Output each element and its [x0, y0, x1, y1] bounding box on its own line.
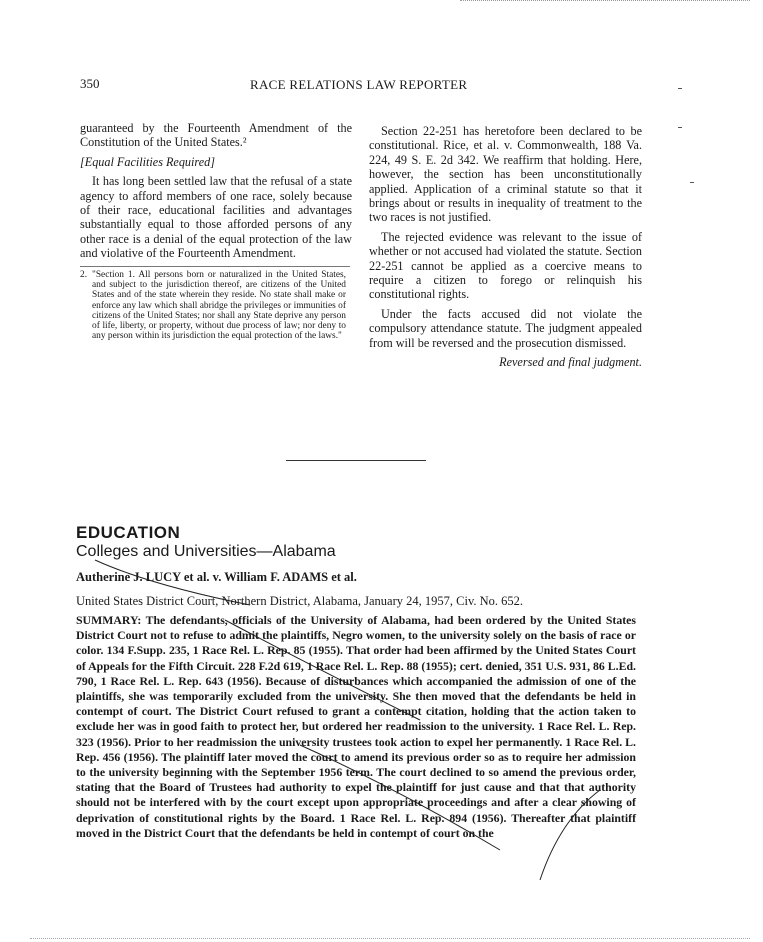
footnote — [80, 266, 350, 342]
right-paragraph-1: Section 22-251 has heretofore been declared to be constitutional. Rice, et al. v. Commonwealth, 188 Va. 224, 49 S. E. 2d 342. We reaffirm that holding. Here, however, the section has been unconstitutionally applied. Application of a criminal statute so that it brings about or results in inequality of treatment to the two races is not justified. — [369, 124, 642, 225]
margin-mark — [678, 88, 682, 89]
margin-mark — [678, 127, 682, 128]
disposition: Reversed and final judgment. — [499, 355, 642, 370]
margin-mark — [690, 182, 694, 183]
running-head: RACE RELATIONS LAW REPORTER — [250, 77, 468, 92]
right-column — [369, 124, 642, 375]
top-dotted-edge — [460, 0, 750, 1]
bottom-dotted-edge — [30, 938, 750, 939]
case-summary — [76, 613, 636, 841]
right-paragraph-3: Under the facts accused did not violate the compulsory attendance statute. The judgment appealed from will be reversed and the prosecution dismissed. — [369, 306, 642, 350]
summary-text: The defendants, officials of the University of Alabama, had been ordered by the United States District Court not to refuse to admit the plaintiffs, Negro women, to the university solely on the basis of race or color. 134 F.Supp. 235, 1 Race Rel. L. Rep. 85 (1955). That order had been affirmed by the United States Court of Appeals for the Fifth Circuit. 228 F.2d 619, 1 Race Rel. L. Rep. 88 (1955); cert. denied, 351 U.S. 931, 86 L.Ed. 790, 1 Race Rel. L. Rep. 643 (1956). Because of disturbances which accompanied the admission of one of the plaintiffs, she was temporarily excluded from the university. She then moved that the defendants be held in contempt of court. The District Court refused to grant a contempt citation, holding that the action taken to exclude her was in good faith to protect her, but ordered her readmission to the university. 1 Race Rel. L. Rep. 323 (1956). Prior to her readmission the university trustees took action to expel her permanently. 1 Race Rel. L. Rep. 456 (1956). The plaintiff later moved the court to amend its previous order so as to require her admission to the university beginning with the September 1956 term. The court declined to so amend the previous order, stating that the Board of Trustees had authority to expel the plaintiff for just cause and that that authority should not be interfered with by the court except upon appropriate proceedings and after a clear showing of deprivation of constitutional rights by the Board. 1 Race Rel. L. Rep. 894 (1956). Thereafter that plaintiff moved in the District Court that the defendants be held in contempt of court on the — [76, 613, 636, 840]
section-title: EDUCATION — [76, 523, 181, 542]
page-number: 350 — [80, 76, 100, 91]
case-name: Autherine J. LUCY et al. v. William F. ADAMS et al. — [76, 570, 357, 584]
left-column — [80, 121, 352, 342]
footnote-number: 2. — [80, 269, 88, 280]
summary-label: SUMMARY: — [76, 613, 142, 627]
subheading-equal-facilities: [Equal Facilities Required] — [80, 154, 215, 169]
subsection-title: Colleges and Universities—Alabama — [76, 543, 336, 560]
court-line: United States District Court, Northern District, Alabama, January 24, 1957, Civ. No. 652. — [76, 594, 524, 608]
section-divider-rule — [286, 460, 426, 461]
left-paragraph-2: It has long been settled law that the refusal of a state agency to afford members of one race, solely because of their race, educational facilities and advantages substantially equal to those afforded persons of any other race is a denial of the equal protection of the law and violative of the Fourteenth Amendment. — [80, 174, 352, 261]
right-paragraph-2: The rejected evidence was relevant to the issue of whether or not accused had violated the statute. Section 22-251 cannot be applied as a coercive means to require a citizen to forego or relinquish his constitutional rights. — [369, 229, 642, 302]
left-paragraph-1: guaranteed by the Fourteenth Amendment of the Constitution of the United States.² — [80, 121, 352, 150]
footnote-text: "Section 1. All persons born or naturalized in the United States, and subject to the jurisdiction thereof, are citizens of the United States and of the state wherein they reside. No state shall make or enforce any law which shall abridge the privileges or immunities of citizens of the United States; nor shall any State deprive any person of life, liberty, or property, without due process of law; nor deny to any person within its jurisdiction the equal protection of the laws." — [92, 269, 346, 342]
